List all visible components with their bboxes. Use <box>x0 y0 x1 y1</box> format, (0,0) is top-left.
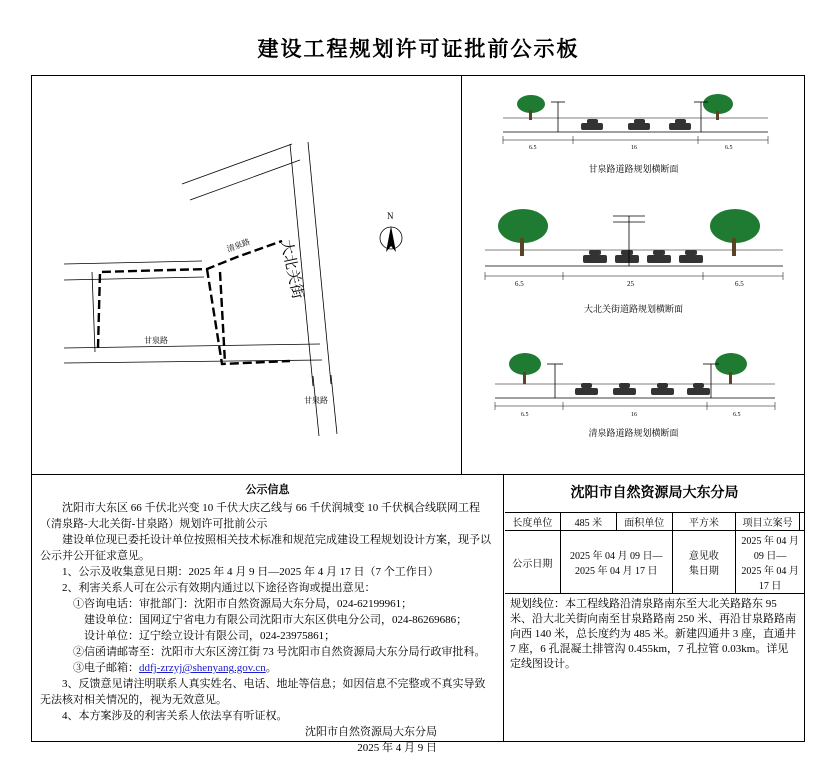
notice-email-label: ③电子邮箱： <box>73 662 139 674</box>
notice-contact-designer: 设计单位：辽宁绘立设计有限公司，024-23975861； <box>84 630 336 642</box>
feedback-date-line2: 2025 年 04 月 17 日 <box>741 566 799 592</box>
svg-text:6.5: 6.5 <box>515 280 524 288</box>
page-title: 建设工程规划许可证批前公示板 <box>257 37 580 61</box>
section-caption-2: 大北关街道路规划横断面 <box>583 304 683 314</box>
cell-length-unit-label: 长度单位 <box>505 513 560 531</box>
authority-panel <box>505 475 804 742</box>
publish-date-line2: 2025 年 04 月 17 日 <box>574 566 658 577</box>
cell-publish-date-label: 公示日期 <box>505 531 560 594</box>
feedback-date-line1: 2025 年 04 月 09 日— <box>741 536 799 562</box>
notice-item-4: 4、本方案涉及的利害关系人依法享有听证权。 <box>62 710 288 722</box>
site-map-svg <box>32 76 462 474</box>
svg-text:6.5: 6.5 <box>735 280 744 288</box>
cell-case-no-label: 项目立案号 <box>736 513 800 531</box>
feedback-label-line1: 意见收 <box>688 551 719 562</box>
table-row <box>505 531 804 594</box>
notice-email-line <box>40 660 495 676</box>
feedback-label-line2: 集日期 <box>688 566 719 577</box>
info-area <box>32 475 804 754</box>
section-qingquanlu <box>463 338 804 439</box>
cell-length-unit-value: 485 米 <box>560 513 616 531</box>
drawing-area <box>32 76 804 475</box>
section-caption-1: 甘泉路道路规划横断面 <box>588 164 679 174</box>
cell-case-no-value <box>800 513 805 531</box>
notice-item-3: 3、反馈意见请注明联系人真实姓名、电话、地址等信息；如因信息不完整或不真实导致无法核对相关情况的，视为无效意见。 <box>40 678 486 706</box>
compass-icon <box>380 211 402 252</box>
label-qingquanlu-top: 清泉路 <box>225 237 252 254</box>
section-caption-3: 清泉路道路规划横断面 <box>588 428 679 438</box>
notice-text-block <box>32 475 504 754</box>
section-ganquanlu <box>463 82 804 175</box>
notice-signature-date: 2025 年 4 月 9 日 <box>357 742 437 754</box>
table-row <box>505 513 804 531</box>
cell-publish-date-value <box>560 531 672 594</box>
cross-sections <box>463 76 804 474</box>
notice-contact-builder: 建设单位：国网辽宁省电力有限公司沈阳市大东区供电分公司，024-86269686； <box>84 614 468 626</box>
cell-feedback-date-value <box>736 531 804 594</box>
svg-text:6.5: 6.5 <box>725 145 733 151</box>
notice-mail-address: ②信函请邮寄至：沈阳市大东区滂江街 73 号沈阳市自然资源局大东分局行政审批科。 <box>73 646 486 658</box>
notice-paragraph-2: 建设单位现已委托设计单位按照相关技术标准和规范完成建设工程规划设计方案，现予以公示并公开征求意见。 <box>40 534 491 562</box>
public-notice-board <box>31 75 805 754</box>
metadata-table <box>505 513 804 594</box>
svg-text:6.5: 6.5 <box>529 145 537 151</box>
notice-item-1: 1、公示及收集意见日期：2025 年 4 月 9 日—2025 年 4 月 17 日（7 个工作日） <box>62 566 439 578</box>
label-ganquanlu-left: 甘泉路 <box>144 336 168 345</box>
svg-text:25: 25 <box>627 280 634 288</box>
svg-text:6.5: 6.5 <box>521 412 529 418</box>
planned-cable-route <box>98 241 290 364</box>
svg-text:6.5: 6.5 <box>733 412 741 418</box>
route-description: 规划线位：本工程线路沿清泉路南东至大北关路路东 95 米、沿大北关街向南至甘泉路路南 250 米、再沿甘泉路路南向西 140 米，总长度约为 485 米。新建四通井 3 座，直通井 7 座，6 孔混凝土排管沟 0.455km，7 孔拉管 0.03km。详见定线图设计。 <box>510 598 796 670</box>
authority-name: 沈阳市自然资源局大东分局 <box>505 475 804 513</box>
notice-contact-approval: ①咨询电话：审批部门：沈阳市自然资源局大东分局，024-62199961； <box>73 598 413 610</box>
cell-area-unit-label: 面积单位 <box>616 513 672 531</box>
site-map <box>32 76 462 474</box>
cell-feedback-date-label <box>672 531 736 594</box>
svg-text:N: N <box>387 211 394 221</box>
notice-email-tail: 。 <box>265 662 277 674</box>
notice-item-2: 2、利害关系人可在公示有效期内通过以下途径咨询或提出意见： <box>62 582 376 594</box>
svg-text:16: 16 <box>631 412 637 418</box>
label-dabeiguanjie: 大北关街 <box>277 238 306 301</box>
notice-paragraph-1: 沈阳市大东区 66 千伏北兴变 10 千伏大庆乙线与 66 千伏润城变 10 千伏枫合线联网工程（清泉路-大北关街-甘泉路）规划许可批前公示 <box>40 502 480 530</box>
notice-signature-org: 沈阳市自然资源局大东分局 <box>305 726 437 738</box>
publish-date-line1: 2025 年 04 月 09 日— <box>569 551 663 562</box>
notice-heading: 公示信息 <box>245 484 290 496</box>
svg-text:16: 16 <box>631 145 637 151</box>
section-dabeiguanjie <box>463 194 804 315</box>
label-ganquanlu-bottom: 甘泉路 <box>304 396 328 405</box>
notice-email-link[interactable]: ddfj-zrzyj@shenyang.gov.cn <box>139 662 266 674</box>
cell-area-unit-value: 平方米 <box>672 513 736 531</box>
